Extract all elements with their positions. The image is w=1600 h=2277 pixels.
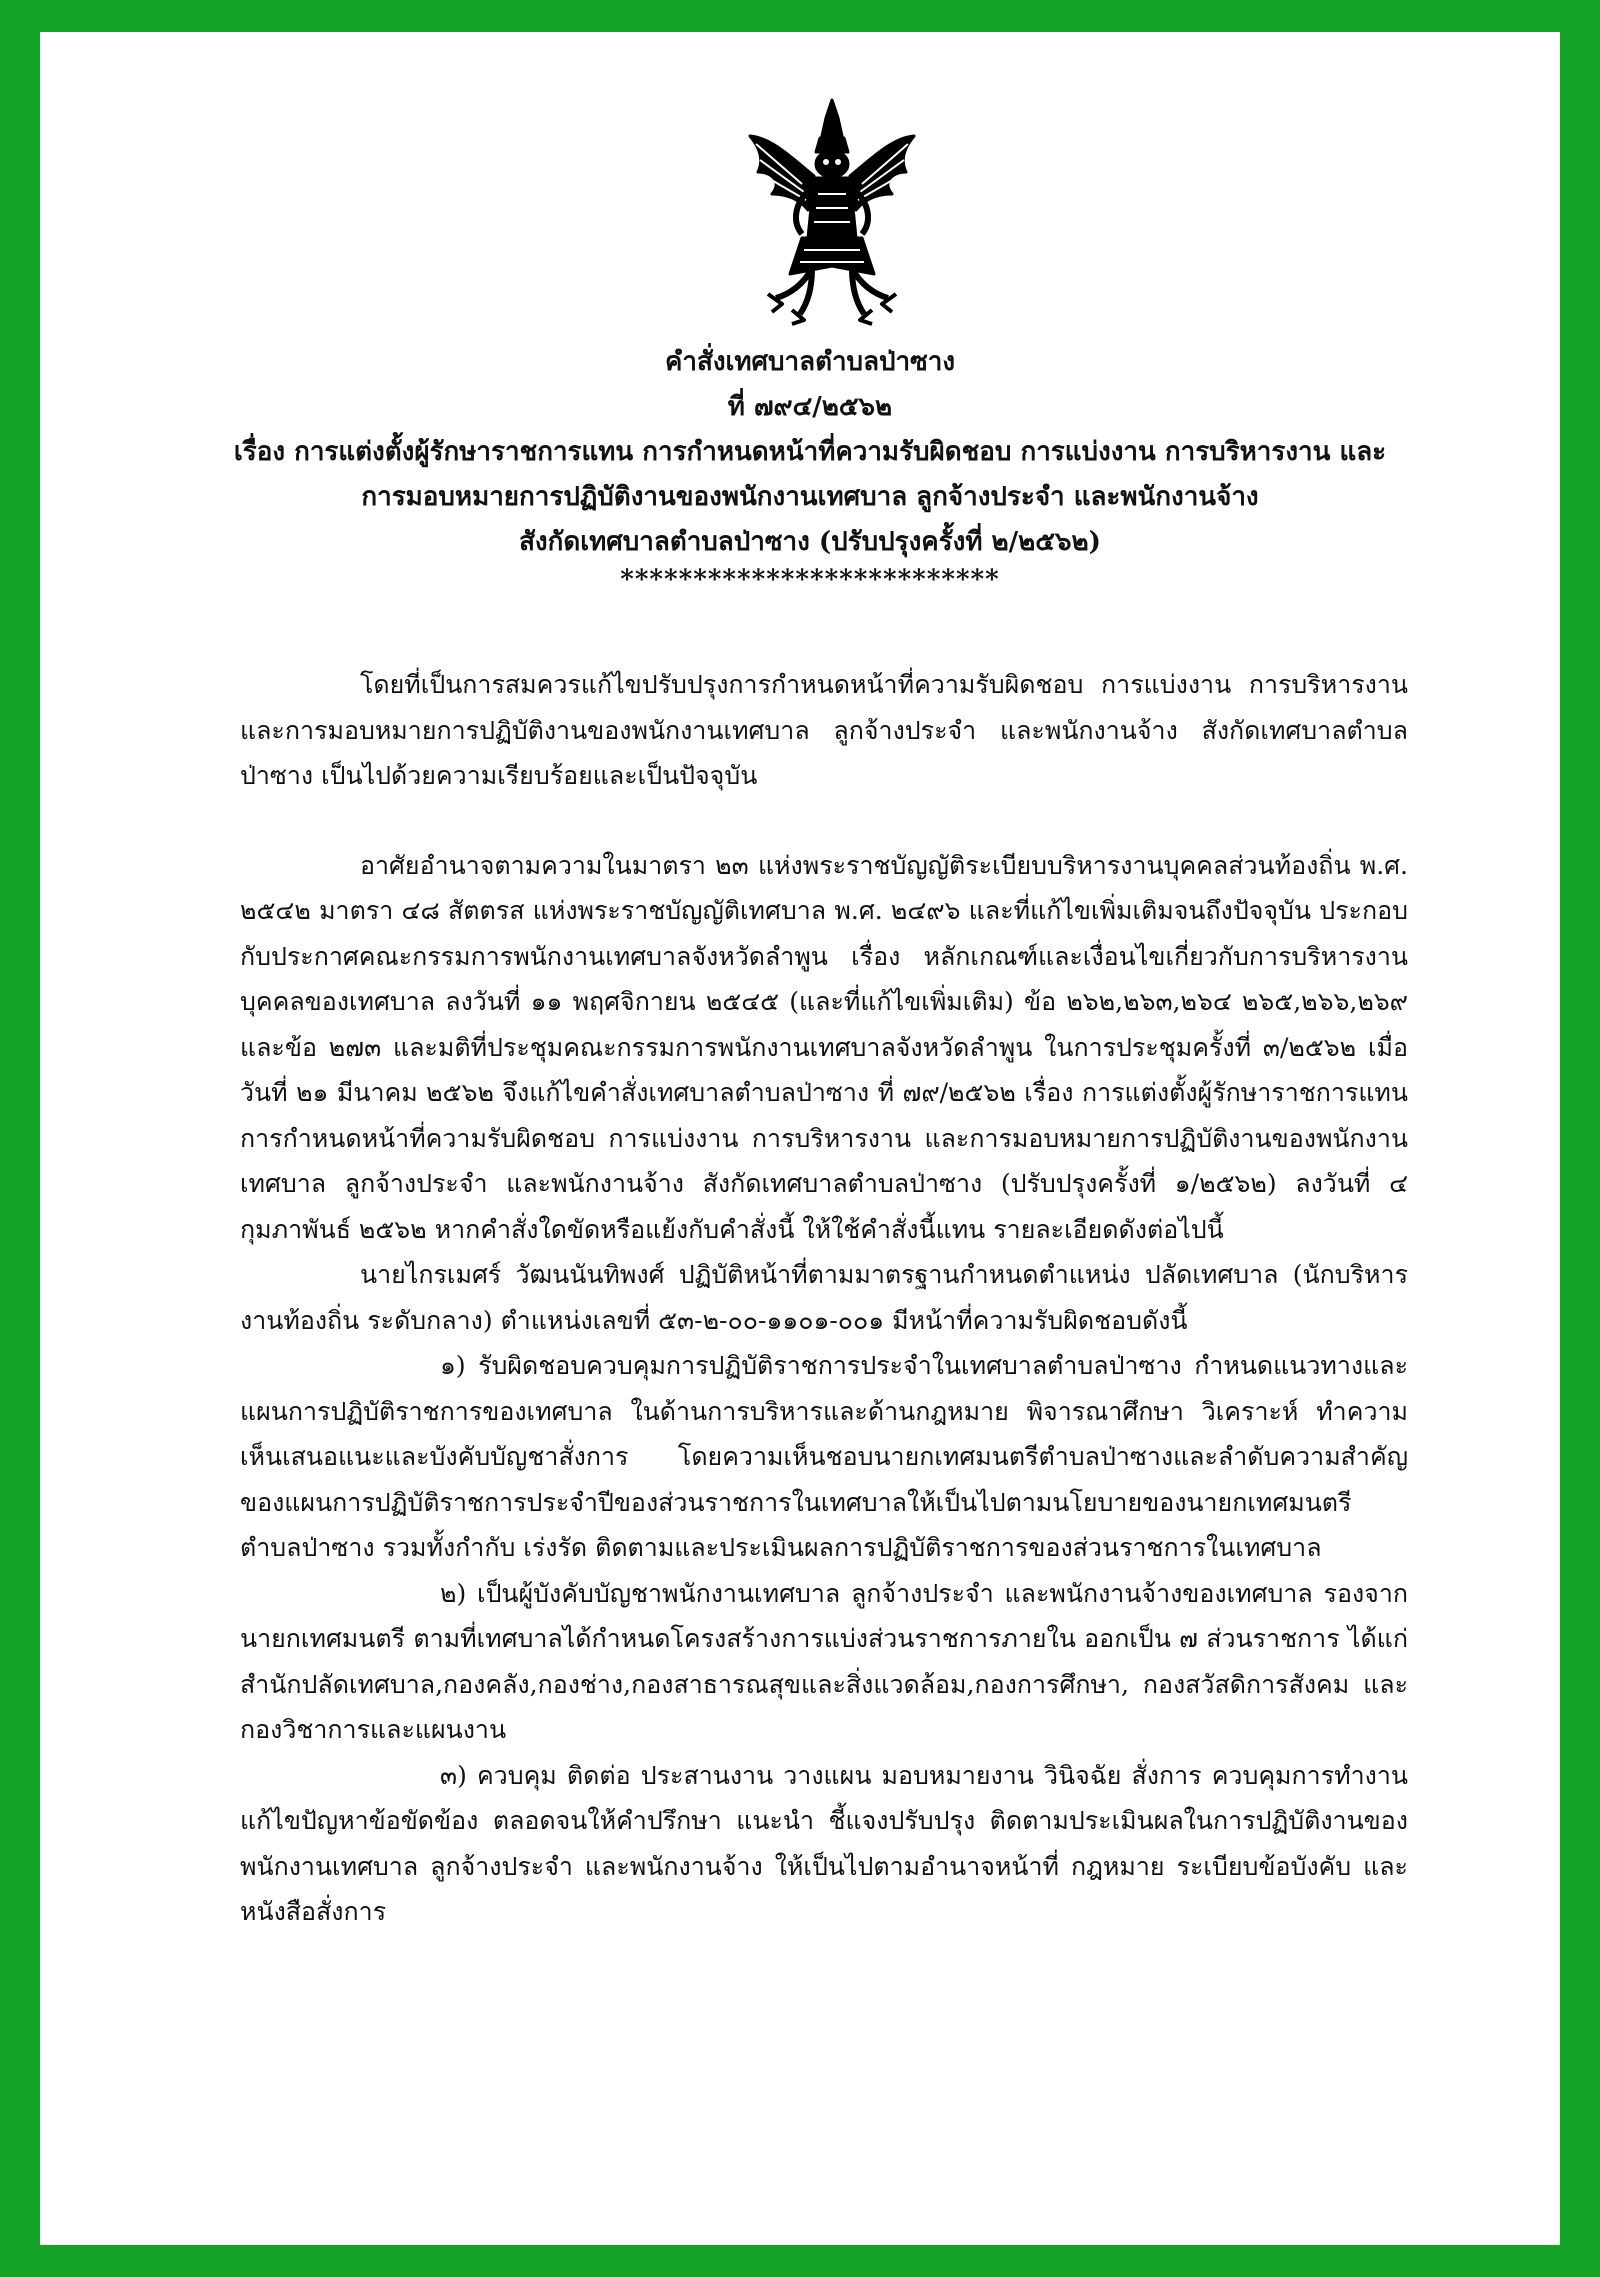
paragraph-duty-2: ๒) เป็นผู้บังคับบัญชาพนักงานเทศบาล ลูกจ้างประจำ และพนักงานจ้างของเทศบาล รองจากนายกเทศมนตรี ตามที่เทศบาลได้กำหนดโครงสร้างการแบ่งส่วนราชการภายใน ออกเป็น ๗ ส่วนราชการ ได้แก่ สำนักปลัดเทศบาล,กองคลัง,กองช่าง,กองสาธารณสุขและสิ่งแวดล้อม,กองการศึกษา, กองสวัสดิการสังคม และกองวิชาการและแผนงาน (240, 1578, 1408, 1744)
garuda-emblem-icon (742, 98, 922, 328)
order-subject-line-3: สังกัดเทศบาลตำบลป่าซาง (ปรับปรุงครั้งที่ ๒/๒๕๖๒) (519, 527, 1101, 557)
order-issuer: คำสั่งเทศบาลตำบลป่าซาง (664, 347, 956, 377)
paragraph-appointee: นายไกรเมศร์ วัฒนนันทิพงศ์ ปฏิบัติหน้าที่ตามมาตรฐานกำหนดตำแหน่ง ปลัดเทศบาล (นักบริหารงานท้องถิ่น ระดับกลาง) ตำแหน่งเลขที่ ๕๓-๒-๐๐-๑๑๐๑-๐๐๑ มีหน้าที่ความรับผิดชอบดังนี้ (240, 1260, 1408, 1335)
paragraph-authority: อาศัยอำนาจตามความในมาตรา ๒๓ แห่งพระราชบัญญัติระเบียบบริหารงานบุคคลส่วนท้องถิ่น พ.ศ. ๒๕๔๒ มาตรา ๔๘ สัตตรส แห่งพระราชบัญญัติเทศบาล พ.ศ. ๒๔๙๖ และที่แก้ไขเพิ่มเติมจนถึงปัจจุบัน ประกอบกับประกาศคณะกรรมการพนักงานเทศบาลจังหวัดลำพูน เรื่อง หลักเกณฑ์และเงื่อนไขเกี่ยวกับการบริหารงานบุคคลของเทศบาล ลงวันที่ ๑๑ พฤศจิกายน ๒๕๔๕ (และที่แก้ไขเพิ่มเติม) ข้อ ๒๖๒,๒๖๓,๒๖๔ ๒๖๕,๒๖๖,๒๖๙ และข้อ ๒๗๓ และมติที่ประชุมคณะกรรมการพนักงานเทศบาลจังหวัดลำพูน ในการประชุมครั้งที่ ๓/๒๕๖๒ เมื่อวันที่ ๒๑ มีนาคม ๒๕๖๒ จึงแก้ไขคำสั่งเทศบาลตำบลป่าซาง ที่ ๗๙/๒๕๖๒ เรื่อง การแต่งตั้งผู้รักษาราชการแทน การกำหนดหน้าที่ความรับผิดชอบ การแบ่งงาน การบริหารงาน และการมอบหมายการปฏิบัติงานของพนักงานเทศบาล ลูกจ้างประจำ และพนักงานจ้าง สังกัดเทศบาลตำบลป่าซาง (ปรับปรุงครั้งที่ ๑/๒๕๖๒) ลงวันที่ ๔ กุมภาพันธ์ ๒๕๖๒ หากคำสั่งใดขัดหรือแย้งกับคำสั่งนี้ ให้ใช้คำสั่งนี้แทน รายละเอียดดังต่อไปนี้ (240, 850, 1408, 1244)
paragraph-duty-1: ๑) รับผิดชอบควบคุมการปฏิบัติราชการประจำในเทศบาลตำบลป่าซาง กำหนดแนวทางและแผนการปฏิบัติราชการของเทศบาล ในด้านการบริหารและด้านกฎหมาย พิจารณาศึกษา วิเคราะห์ ทำความเห็นเสนอแนะและบังคับบัญชาสั่งการ โดยความเห็นชอบนายกเทศมนตรีตำบลป่าซางและลำดับความสำคัญของแผนการปฏิบัติราชการประจำปีของส่วนราชการในเทศบาลให้เป็นไปตามนโยบายของนายกเทศมนตรีตำบลป่าซาง รวมทั้งกำกับ เร่งรัด ติดตามและประเมินผลการปฏิบัติราชการของส่วนราชการในเทศบาล (240, 1351, 1408, 1562)
star-divider: ************************** (620, 565, 1000, 595)
order-body (240, 662, 1408, 1935)
order-number: ที่ ๗๙๔/๒๕๖๒ (727, 392, 893, 422)
order-subject-line-1: เรื่อง การแต่งตั้งผู้รักษาราชการแทน การกำหนดหน้าที่ความรับผิดชอบ การแบ่งงาน การบริหารงาน และ (233, 437, 1387, 467)
order-header (200, 340, 1420, 595)
paragraph-duty-3: ๓) ควบคุม ติดต่อ ประสานงาน วางแผน มอบหมายงาน วินิจฉัย สั่งการ ควบคุมการทำงาน แก้ไขปัญหาข้อขัดข้อง ตลอดจนให้คำปรึกษา แนะนำ ชี้แจงปรับปรุง ติดตามประเมินผลในการปฏิบัติงานของพนักงานเทศบาล ลูกจ้างประจำ และพนักงานจ้าง ให้เป็นไปตามอำนาจหน้าที่ กฎหมาย ระเบียบข้อบังคับ และหนังสือสั่งการ (240, 1760, 1408, 1926)
order-subject-line-2: การมอบหมายการปฏิบัติงานของพนักงานเทศบาล ลูกจ้างประจำ และพนักงานจ้าง (361, 482, 1259, 512)
paragraph-intro: โดยที่เป็นการสมควรแก้ไขปรับปรุงการกำหนดหน้าที่ความรับผิดชอบ การแบ่งงาน การบริหารงาน และการมอบหมายการปฏิบัติงานของพนักงานเทศบาล ลูกจ้างประจำ และพนักงานจ้าง สังกัดเทศบาลตำบลป่าซาง เป็นไปด้วยความเรียบร้อยและเป็นปัจจุบัน (240, 670, 1408, 790)
